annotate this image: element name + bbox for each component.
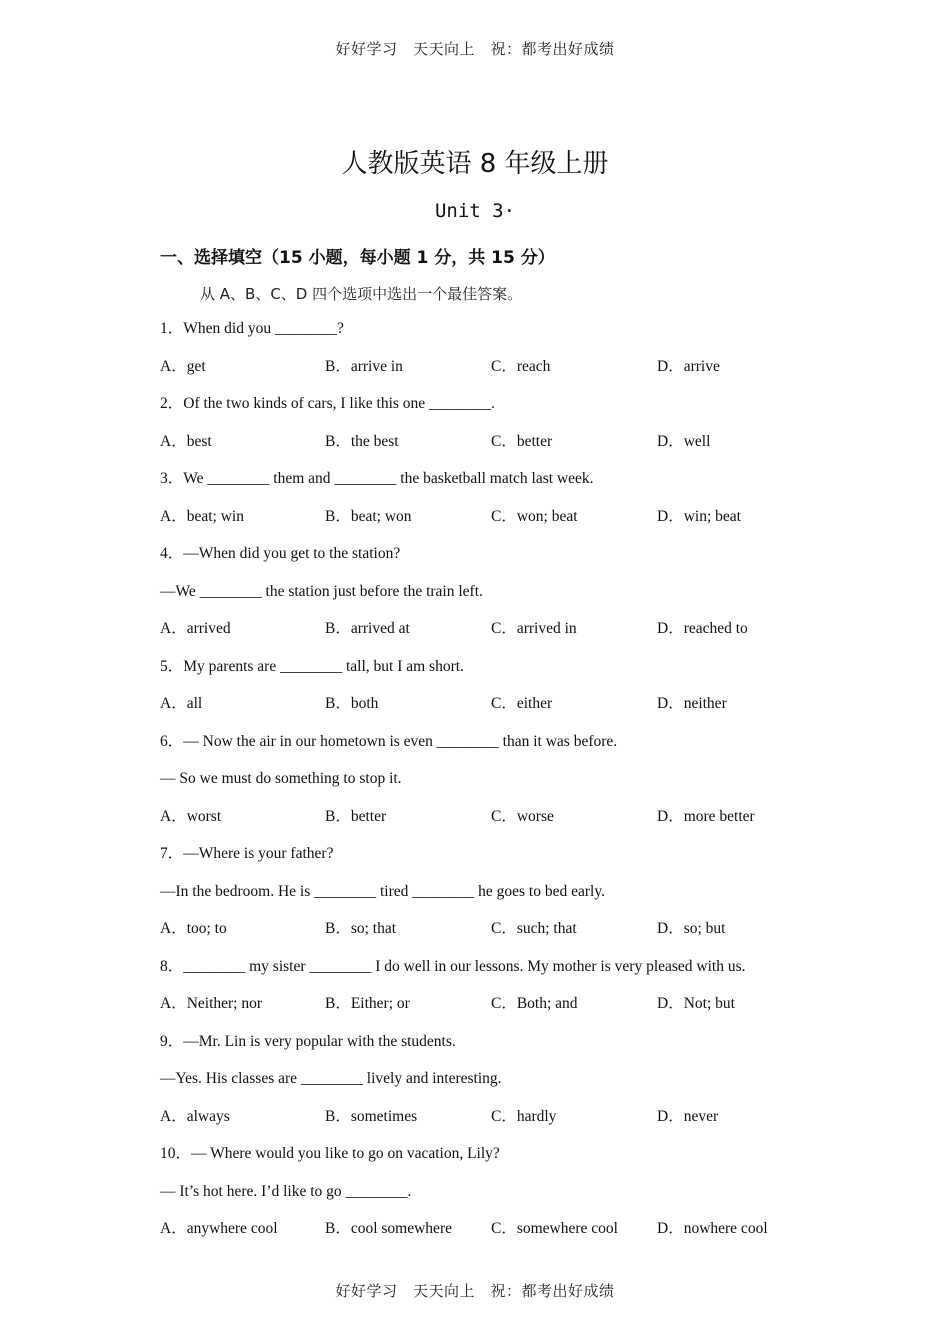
- question-item: [160, 535, 860, 648]
- answer-option-b: B．better: [325, 807, 387, 825]
- question-item: [160, 948, 860, 1023]
- answer-options: [160, 910, 860, 948]
- question-stem: 5．My parents are ________ tall, but I am short.: [160, 657, 464, 675]
- answer-option-b: B．beat; won: [325, 507, 412, 525]
- question-stem: 6．— Now the air in our hometown is even ________ than it was before.: [160, 732, 618, 750]
- answer-option-d: D．reached to: [657, 620, 748, 637]
- answer-options: [160, 685, 860, 723]
- answer-option-d: D．neither: [657, 695, 727, 712]
- answer-option-a: A．beat; win: [160, 507, 244, 525]
- page-header: 好好学习 天天向上 祝：都考出好成绩: [335, 40, 615, 58]
- question-item: [160, 723, 860, 836]
- answer-option-d: D．so; but: [657, 920, 726, 937]
- question-item: [160, 1135, 860, 1248]
- answer-option-b: B．both: [325, 695, 379, 712]
- answer-option-c: C．either: [491, 695, 553, 712]
- answer-option-d: D．more better: [657, 807, 755, 825]
- answer-option-a: A．get: [160, 357, 206, 375]
- answer-options: [160, 1098, 860, 1136]
- unit-subtitle: Unit 3·: [434, 200, 516, 222]
- answer-option-a: A．all: [160, 695, 203, 712]
- question-item: [160, 385, 860, 460]
- answer-option-d: D．win; beat: [657, 507, 741, 525]
- question-item: [160, 648, 860, 723]
- page-footer: 好好学习 天天向上 祝：都考出好成绩: [335, 1282, 615, 1300]
- answer-option-d: D．never: [657, 1107, 719, 1125]
- question-item: [160, 460, 860, 535]
- answer-option-a: A．worst: [160, 807, 222, 825]
- answer-option-c: C．hardly: [491, 1107, 557, 1125]
- question-dialogue-line: —Yes. His classes are ________ lively and interesting.: [160, 1070, 502, 1087]
- answer-option-b: B．arrived at: [325, 620, 410, 637]
- document-title: 人教版英语 8 年级上册: [341, 149, 609, 179]
- answer-option-d: D．well: [657, 432, 711, 450]
- answer-option-b: B．the best: [325, 432, 399, 450]
- section-heading: 一、选择填空（15 小题，每小题 1 分，共 15 分）: [160, 248, 555, 268]
- answer-options: [160, 1210, 860, 1248]
- answer-option-c: C．reach: [491, 357, 551, 375]
- question-item: [160, 835, 860, 948]
- question-dialogue-line: — So we must do something to stop it.: [160, 770, 402, 787]
- answer-option-d: D．nowhere cool: [657, 1220, 768, 1237]
- answer-option-d: D．Not; but: [657, 995, 735, 1012]
- answer-option-c: C．Both; and: [491, 995, 578, 1012]
- question-stem: 1．When did you ________?: [160, 320, 344, 337]
- answer-option-c: C．won; beat: [491, 507, 578, 525]
- answer-option-b: B．Either; or: [325, 995, 410, 1012]
- answer-options: [160, 798, 860, 836]
- question-stem: 4．—When did you get to the station?: [160, 545, 401, 562]
- answer-option-c: C．arrived in: [491, 620, 577, 637]
- answer-options: [160, 498, 860, 536]
- answer-option-c: C．worse: [491, 807, 554, 825]
- question-stem: 9．—Mr. Lin is very popular with the students.: [160, 1032, 456, 1050]
- answer-options: [160, 985, 860, 1023]
- answer-option-c: C．such; that: [491, 920, 577, 937]
- answer-options: [160, 610, 860, 648]
- question-stem: 8．________ my sister ________ I do well in our lessons. My mother is very pleased with us.: [160, 957, 746, 975]
- answer-options: [160, 348, 860, 386]
- question-dialogue-line: —In the bedroom. He is ________ tired ________ he goes to bed early.: [160, 882, 605, 900]
- answer-option-a: A．always: [160, 1107, 230, 1125]
- answer-option-d: D．arrive: [657, 357, 720, 375]
- question-dialogue-line: —We ________ the station just before the train left.: [160, 582, 483, 600]
- question-list: [160, 310, 860, 1248]
- section-instruction: 从 A、B、C、D 四个选项中选出一个最佳答案。: [200, 285, 523, 303]
- answer-option-b: B．cool somewhere: [325, 1220, 452, 1237]
- answer-option-b: B．sometimes: [325, 1107, 418, 1125]
- answer-option-a: A．arrived: [160, 620, 231, 637]
- question-stem: 3．We ________ them and ________ the basketball match last week.: [160, 470, 594, 487]
- question-stem: 2．Of the two kinds of cars, I like this one ________.: [160, 395, 495, 412]
- answer-options: [160, 423, 860, 461]
- answer-option-a: A．too; to: [160, 920, 227, 937]
- answer-option-a: A．Neither; nor: [160, 995, 263, 1012]
- question-stem: 7．—Where is your father?: [160, 845, 334, 862]
- answer-option-c: C．somewhere cool: [491, 1220, 618, 1237]
- answer-option-b: B．so; that: [325, 920, 397, 937]
- question-item: [160, 310, 860, 385]
- answer-option-a: A．anywhere cool: [160, 1220, 278, 1237]
- question-item: [160, 1023, 860, 1136]
- question-dialogue-line: — It’s hot here. I’d like to go ________.: [160, 1182, 412, 1200]
- answer-option-a: A．best: [160, 432, 212, 450]
- answer-option-b: B．arrive in: [325, 357, 403, 375]
- question-stem: 10．— Where would you like to go on vacation, Lily?: [160, 1145, 500, 1162]
- answer-option-c: C．better: [491, 432, 553, 450]
